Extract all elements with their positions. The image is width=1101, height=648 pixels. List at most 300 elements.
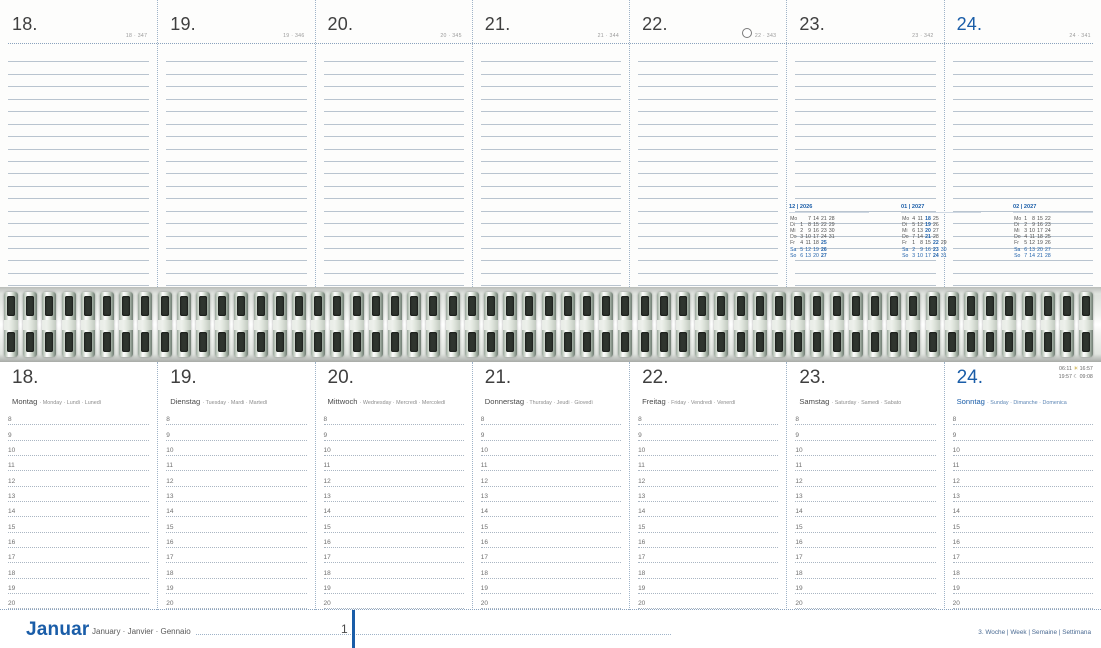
notes-line[interactable] [481,50,621,62]
hour-row[interactable] [953,548,1093,563]
notes-line[interactable] [166,274,306,286]
day-of-year-count: 22 · 343 [754,33,777,39]
hour-row[interactable] [638,517,778,532]
notes-line[interactable] [8,249,149,261]
notes-line[interactable] [638,249,778,261]
schedule-column [0,362,157,610]
notes-line[interactable] [166,261,306,273]
hour-rows[interactable] [953,410,1093,609]
notes-line[interactable] [481,261,621,273]
hour-row[interactable] [638,410,778,425]
notes-line[interactable] [166,162,306,174]
notes-line[interactable] [8,261,149,273]
hour-row[interactable] [481,548,621,563]
hour-row[interactable] [481,471,621,486]
notes-line[interactable] [638,224,778,236]
hour-label: 17 [8,554,16,562]
notes-lines[interactable] [324,50,464,299]
spiral-coil [906,292,920,357]
punch-hole [717,296,725,316]
notes-line[interactable] [481,150,621,162]
hour-row[interactable] [795,456,935,471]
notes-line[interactable] [481,100,621,112]
notes-line[interactable] [8,100,149,112]
punch-hole [890,332,898,352]
mini-calendar-day: 4 [912,215,916,222]
notes-line[interactable] [638,274,778,286]
notes-line[interactable] [481,274,621,286]
hour-label: 8 [638,416,642,424]
hour-row[interactable] [481,441,621,456]
notes-line[interactable] [481,174,621,186]
notes-line[interactable] [481,112,621,124]
notes-line[interactable] [8,162,149,174]
hour-row[interactable] [795,548,935,563]
notes-line[interactable] [8,274,149,286]
hour-rows[interactable] [481,410,621,609]
notes-line[interactable] [324,100,464,112]
notes-line[interactable] [166,174,306,186]
hour-row[interactable] [795,425,935,440]
notes-line[interactable] [795,50,935,62]
notes-line[interactable] [8,75,149,87]
hour-row[interactable] [638,441,778,456]
notes-line[interactable] [8,237,149,249]
hour-label: 18 [638,569,646,577]
mini-calendar-day: 4 [1024,234,1028,241]
notes-column [629,0,786,287]
notes-line[interactable] [795,162,935,174]
notes-line[interactable] [638,50,778,62]
notes-line[interactable] [166,150,306,162]
notes-line[interactable] [324,112,464,124]
hour-row[interactable] [166,579,306,594]
hour-row[interactable] [166,594,306,609]
hour-row[interactable] [638,594,778,609]
notes-line[interactable] [953,75,1093,87]
notes-line[interactable] [166,100,306,112]
notes-line[interactable] [795,261,935,273]
notes-line[interactable] [638,237,778,249]
notes-line[interactable] [481,62,621,74]
hour-row[interactable] [166,456,306,471]
notes-line[interactable] [8,199,149,211]
notes-lines[interactable] [481,50,621,299]
hour-row[interactable] [324,487,464,502]
hour-row[interactable] [638,548,778,563]
notes-line[interactable] [324,62,464,74]
hour-row[interactable] [8,563,149,578]
notes-line[interactable] [166,237,306,249]
hour-label: 10 [8,447,16,455]
notes-line[interactable] [481,125,621,137]
punch-hole [986,296,994,316]
hour-row[interactable] [638,563,778,578]
notes-line[interactable] [795,87,935,99]
notes-line[interactable] [166,112,306,124]
hour-row[interactable] [324,594,464,609]
hour-label: 8 [795,416,799,424]
notes-line[interactable] [324,125,464,137]
notes-line[interactable] [953,100,1093,112]
notes-line[interactable] [638,112,778,124]
hour-row[interactable] [481,594,621,609]
hour-row[interactable] [8,456,149,471]
weekday-label: Sa [790,246,797,253]
notes-line[interactable] [324,187,464,199]
hour-row[interactable] [481,487,621,502]
hour-row[interactable] [953,533,1093,548]
hour-row[interactable] [8,471,149,486]
notes-line[interactable] [638,75,778,87]
punch-hole [410,332,418,352]
hour-row[interactable] [953,410,1093,425]
notes-line[interactable] [166,212,306,224]
notes-line[interactable] [953,62,1093,74]
notes-line[interactable] [324,174,464,186]
notes-line[interactable] [953,261,1093,273]
notes-line[interactable] [795,125,935,137]
hour-row[interactable] [324,548,464,563]
day-of-year-count: 24 · 341 [1069,33,1091,39]
notes-line[interactable] [481,212,621,224]
hour-row[interactable] [324,425,464,440]
weekday-label: Mi [1014,228,1020,235]
day-name-alt: · Monday · Lundi · Lunedì [39,400,102,406]
hour-row[interactable] [324,456,464,471]
mini-calendar-row [1013,253,1054,259]
notes-line[interactable] [795,150,935,162]
notes-line[interactable] [324,212,464,224]
hour-row[interactable] [8,579,149,594]
hour-row[interactable] [953,471,1093,486]
notes-line[interactable] [953,50,1093,62]
hour-label: 11 [8,462,15,470]
notes-line[interactable] [324,224,464,236]
hour-row[interactable] [166,410,306,425]
punch-hole [237,296,245,316]
notes-line[interactable] [324,249,464,261]
notes-line[interactable] [638,199,778,211]
hour-row[interactable] [8,533,149,548]
hour-row[interactable] [638,487,778,502]
punch-hole [391,332,399,352]
notes-line[interactable] [324,75,464,87]
notes-line[interactable] [8,150,149,162]
hour-label: 13 [480,493,489,501]
notes-line[interactable] [324,199,464,211]
notes-line[interactable] [8,50,149,62]
hour-row[interactable] [481,502,621,517]
punch-hole [506,296,514,316]
notes-line[interactable] [324,137,464,149]
spiral-coil [426,292,440,357]
notes-line[interactable] [8,87,149,99]
notes-line[interactable] [8,125,149,137]
notes-line[interactable] [481,249,621,261]
hour-row[interactable] [324,441,464,456]
punch-hole [641,296,649,316]
hour-row[interactable] [166,487,306,502]
notes-line[interactable] [638,174,778,186]
hour-row[interactable] [8,594,149,609]
hour-row[interactable] [795,410,935,425]
notes-line[interactable] [481,137,621,149]
notes-line[interactable] [795,62,935,74]
spiral-coil [4,292,18,357]
hour-row[interactable] [638,456,778,471]
hour-row[interactable] [324,410,464,425]
notes-section [0,0,1101,287]
notes-line[interactable] [953,162,1093,174]
notes-line[interactable] [324,162,464,174]
notes-line[interactable] [638,125,778,137]
hour-row[interactable] [8,425,149,440]
notes-line[interactable] [795,100,935,112]
hour-rows[interactable] [795,410,935,609]
hour-row[interactable] [953,502,1093,517]
mini-calendar-day [1052,253,1054,259]
hour-rows[interactable] [324,410,464,609]
spiral-coil [810,292,824,357]
notes-line[interactable] [166,125,306,137]
hour-row[interactable] [953,579,1093,594]
hour-row[interactable] [795,502,935,517]
hour-rows[interactable] [638,410,778,609]
notes-line[interactable] [8,174,149,186]
notes-lines[interactable] [638,50,778,299]
hour-row[interactable] [324,502,464,517]
notes-line[interactable] [953,112,1093,124]
punch-hole [1044,296,1052,316]
sun-icon: ☀ [1073,366,1079,372]
notes-line[interactable] [638,212,778,224]
spiral-coil [772,292,786,357]
notes-line[interactable] [953,125,1093,137]
notes-line[interactable] [638,87,778,99]
spiral-coil [330,292,344,357]
notes-line[interactable] [795,187,935,199]
hour-row[interactable] [166,563,306,578]
hour-row[interactable] [8,441,149,456]
notes-line[interactable] [481,162,621,174]
notes-line[interactable] [638,137,778,149]
notes-line[interactable] [8,112,149,124]
hour-row[interactable] [638,579,778,594]
hour-row[interactable] [953,563,1093,578]
notes-line[interactable] [324,274,464,286]
hour-row[interactable] [953,487,1093,502]
hour-row[interactable] [8,410,149,425]
hour-row[interactable] [324,563,464,578]
notes-line[interactable] [795,112,935,124]
mini-calendar-day: 25 [821,240,827,247]
punch-hole [410,296,418,316]
notes-line[interactable] [8,187,149,199]
notes-line[interactable] [8,62,149,74]
coil-highlight [810,320,824,330]
punch-hole [218,296,226,316]
notes-line[interactable] [324,50,464,62]
punch-hole [161,296,169,316]
notes-lines[interactable] [795,50,935,299]
notes-line[interactable] [166,50,306,62]
notes-lines[interactable] [8,50,149,299]
hour-row[interactable] [324,471,464,486]
hour-row[interactable] [638,533,778,548]
hour-label: 19 [638,585,646,593]
hour-label: 11 [952,462,960,470]
hour-row[interactable] [8,517,149,532]
notes-line[interactable] [166,199,306,211]
day-name-alt: · Thursday · Jeudi · Giovedì [526,400,593,406]
notes-line[interactable] [324,150,464,162]
hour-label: 11 [480,462,488,470]
hour-rows[interactable] [166,410,306,609]
hour-row[interactable] [953,425,1093,440]
hour-row[interactable] [481,533,621,548]
hour-row[interactable] [795,441,935,456]
punch-hole [813,296,821,316]
notes-line[interactable] [8,212,149,224]
notes-line[interactable] [638,261,778,273]
notes-line[interactable] [953,187,1093,199]
notes-line[interactable] [8,137,149,149]
notes-line[interactable] [166,87,306,99]
notes-line[interactable] [795,174,935,186]
punch-hole [353,332,361,352]
spiral-coil [311,292,325,357]
hour-row[interactable] [481,563,621,578]
notes-line[interactable] [166,249,306,261]
punch-hole [487,296,495,316]
notes-line[interactable] [953,174,1093,186]
hour-row[interactable] [638,471,778,486]
notes-line[interactable] [795,75,935,87]
coil-highlight [100,320,114,330]
hour-row[interactable] [795,487,935,502]
hour-row[interactable] [166,517,306,532]
notes-line[interactable] [638,162,778,174]
notes-line[interactable] [8,224,149,236]
hour-row[interactable] [953,594,1093,609]
notes-line[interactable] [166,75,306,87]
hour-row[interactable] [166,502,306,517]
spiral-coil [561,292,575,357]
notes-line[interactable] [638,187,778,199]
hour-row[interactable] [8,502,149,517]
hour-row[interactable] [953,517,1093,532]
hour-row[interactable] [481,410,621,425]
hour-row[interactable] [166,425,306,440]
notes-lines[interactable] [953,50,1093,299]
day-of-year-count: 20 · 345 [440,33,462,39]
schedule-column [629,362,786,610]
mini-calendar-day: 31 [828,234,835,241]
week-info: 3. Woche | Week | Semaine | Settimana [978,629,1091,636]
hour-row[interactable] [8,548,149,563]
weekday-label: Di [902,221,907,228]
hour-row[interactable] [638,425,778,440]
notes-line[interactable] [481,75,621,87]
weekday-label: So [790,252,797,259]
hour-label: 18 [323,569,331,577]
notes-line[interactable] [166,224,306,236]
notes-line[interactable] [324,87,464,99]
notes-line[interactable] [953,274,1093,286]
punch-hole [7,296,15,316]
hour-row[interactable] [953,441,1093,456]
notes-line[interactable] [795,137,935,149]
notes-line[interactable] [166,137,306,149]
hour-row[interactable] [795,563,935,578]
notes-line[interactable] [953,150,1093,162]
hour-row[interactable] [795,533,935,548]
hour-row[interactable] [481,425,621,440]
hour-row[interactable] [638,502,778,517]
hour-row[interactable] [795,579,935,594]
notes-line[interactable] [795,274,935,286]
notes-line[interactable] [953,87,1093,99]
hour-row[interactable] [166,533,306,548]
coil-highlight [292,320,306,330]
hour-rows[interactable] [8,410,149,609]
hour-row[interactable] [324,533,464,548]
notes-line[interactable] [481,237,621,249]
notes-line[interactable] [638,62,778,74]
hour-row[interactable] [795,517,935,532]
hour-row[interactable] [324,579,464,594]
mini-calendar-day: 6 [1024,246,1028,253]
notes-day-header [473,0,629,43]
notes-line[interactable] [481,87,621,99]
notes-line[interactable] [481,199,621,211]
punch-hole [65,296,73,316]
hour-row[interactable] [166,471,306,486]
punch-hole [353,296,361,316]
coil-highlight [254,320,268,330]
notes-line[interactable] [953,137,1093,149]
punch-hole [909,332,917,352]
hour-row[interactable] [481,456,621,471]
notes-lines[interactable] [166,50,306,299]
notes-line[interactable] [324,237,464,249]
hour-row[interactable] [166,548,306,563]
spiral-coil [158,292,172,357]
notes-line[interactable] [324,261,464,273]
notes-line[interactable] [638,100,778,112]
hour-row[interactable] [795,594,935,609]
notes-line[interactable] [481,224,621,236]
notes-line[interactable] [166,62,306,74]
hour-row[interactable] [8,487,149,502]
punch-hole [333,296,341,316]
spiral-coil [1002,292,1016,357]
hour-row[interactable] [481,579,621,594]
hour-row[interactable] [953,456,1093,471]
notes-line[interactable] [481,187,621,199]
hour-row[interactable] [795,471,935,486]
coil-highlight [638,320,652,330]
mini-calendar-day: 3 [912,252,916,259]
notes-line[interactable] [638,150,778,162]
punch-hole [698,296,706,316]
punch-hole [314,296,322,316]
hour-row[interactable] [166,441,306,456]
hour-row[interactable] [324,517,464,532]
notes-line[interactable] [166,187,306,199]
hour-row[interactable] [481,517,621,532]
